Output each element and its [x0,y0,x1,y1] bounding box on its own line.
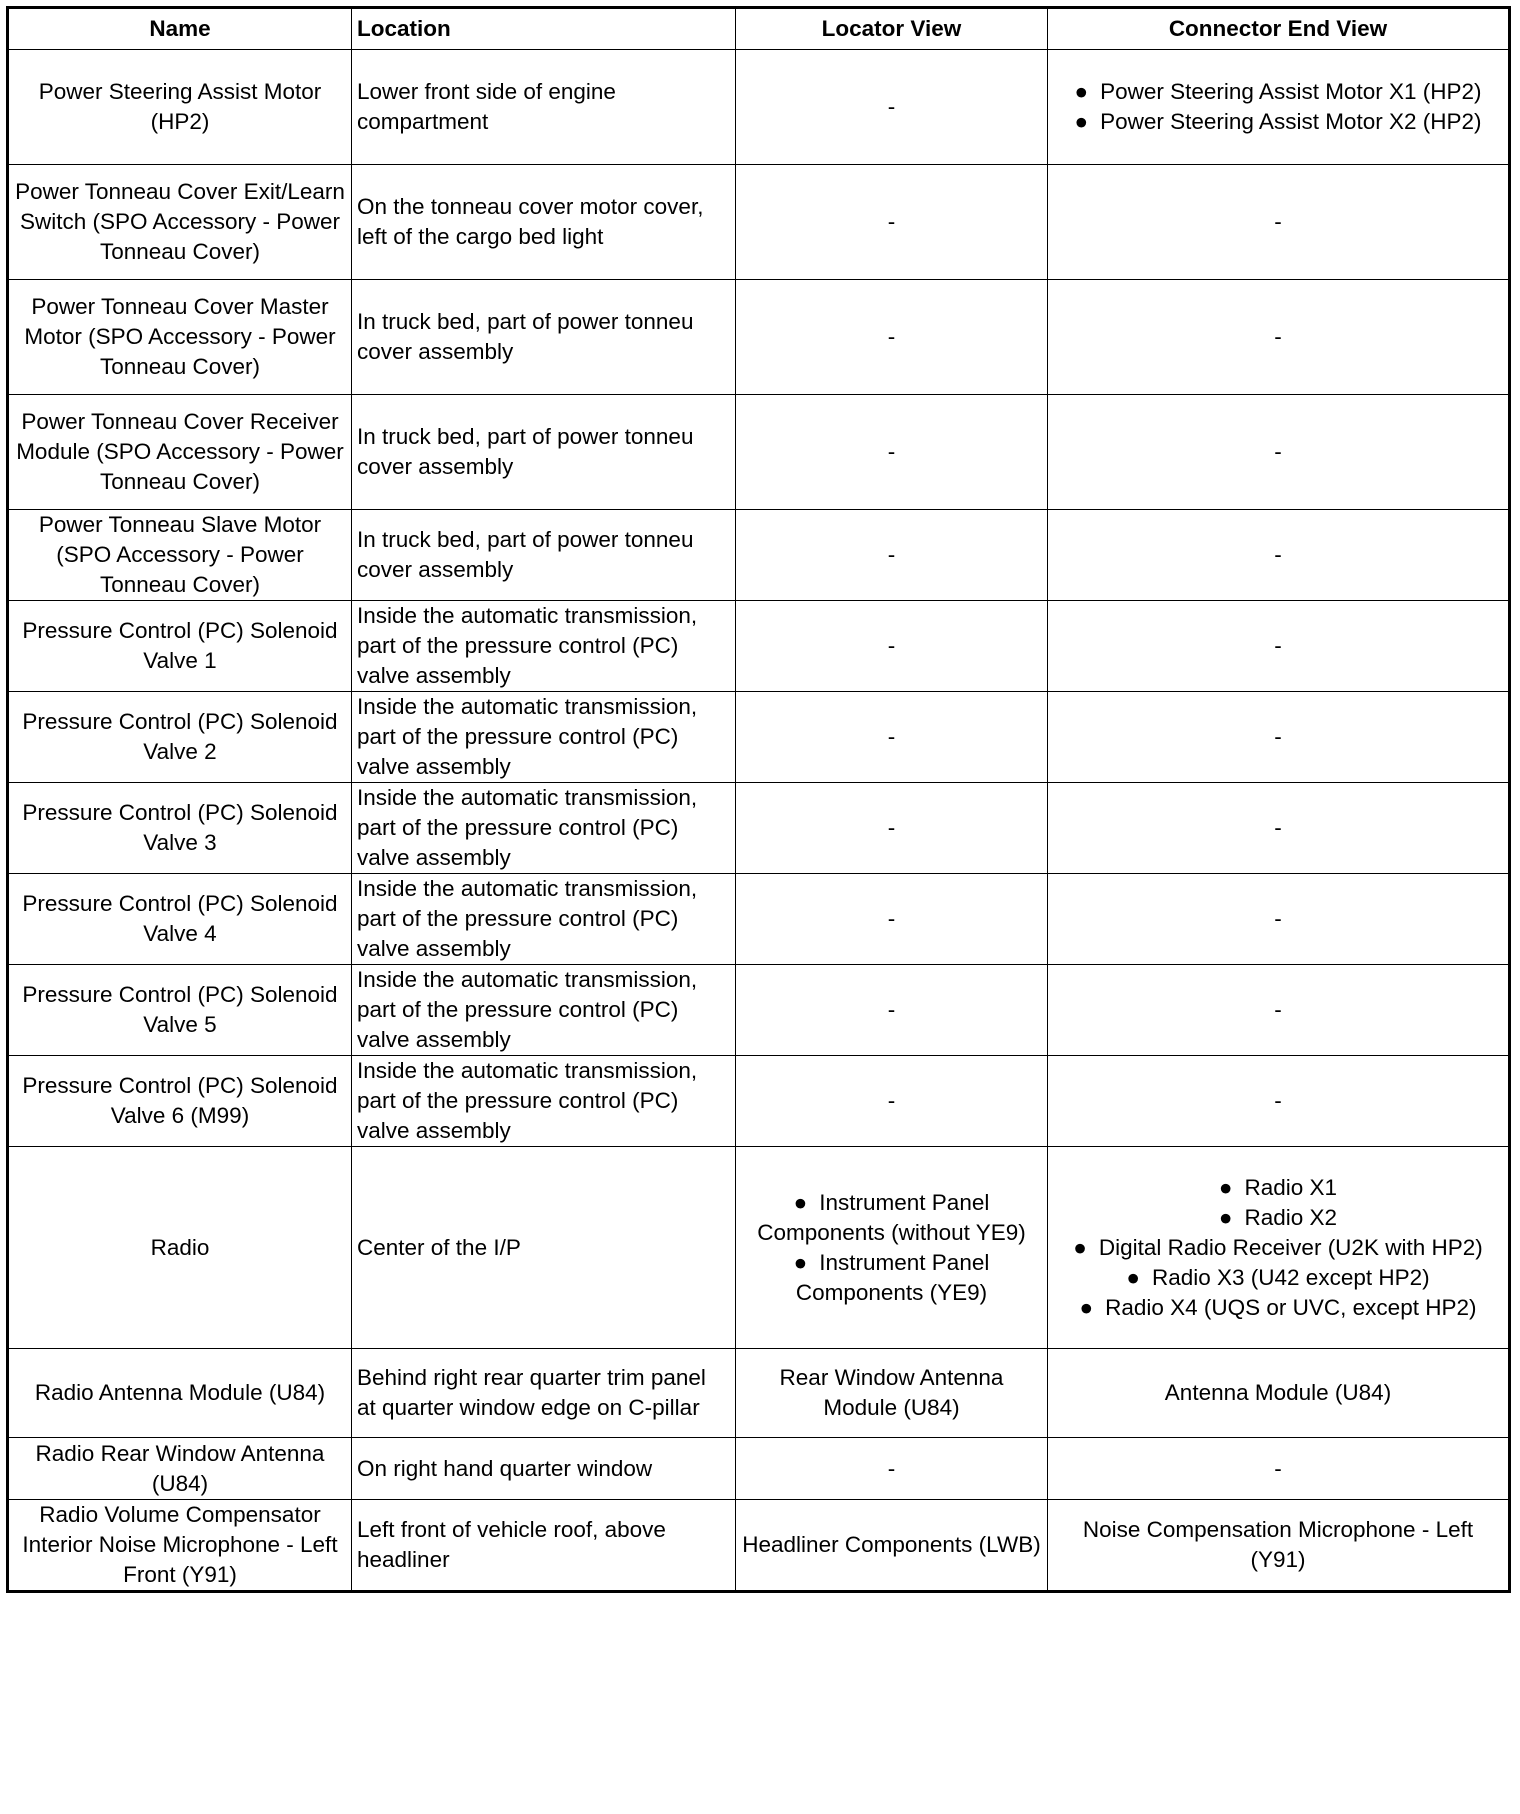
cell-connector: - [1048,601,1510,692]
bullet-list [1053,1173,1503,1323]
bullet-item: ● Radio X2 [1053,1203,1503,1233]
cell-location: Left front of vehicle roof, above headliner [352,1500,736,1592]
cell-locator [736,1147,1048,1349]
cell-connector: - [1048,395,1510,510]
cell-name: Pressure Control (PC) Solenoid Valve 5 [8,965,352,1056]
cell-location: Inside the automatic transmission, part of the pressure control (PC) valve assembly [352,1056,736,1147]
bullet-list [1053,77,1503,137]
header-locator-view: Locator View [736,8,1048,50]
table-row [8,1147,1510,1349]
cell-locator: - [736,395,1048,510]
cell-locator: - [736,280,1048,395]
table-row [8,1438,1510,1500]
cell-locator: - [736,165,1048,280]
cell-connector: Antenna Module (U84) [1048,1349,1510,1438]
cell-locator: - [736,1438,1048,1500]
header-name: Name [8,8,352,50]
cell-location: Inside the automatic transmission, part of the pressure control (PC) valve assembly [352,692,736,783]
table-row [8,1500,1510,1592]
cell-location: Inside the automatic transmission, part of the pressure control (PC) valve assembly [352,601,736,692]
table-header [8,8,1510,50]
cell-locator: - [736,50,1048,165]
cell-location: Center of the I/P [352,1147,736,1349]
cell-name: Radio Volume Compensator Interior Noise Microphone - Left Front (Y91) [8,1500,352,1592]
bullet-item: ● Power Steering Assist Motor X2 (HP2) [1053,107,1503,137]
cell-locator: - [736,510,1048,601]
cell-location: Inside the automatic transmission, part of the pressure control (PC) valve assembly [352,783,736,874]
cell-location: Lower front side of engine compartment [352,50,736,165]
cell-connector: - [1048,510,1510,601]
cell-locator: - [736,783,1048,874]
cell-location: In truck bed, part of power tonneu cover assembly [352,280,736,395]
table-row [8,965,1510,1056]
cell-connector: - [1048,165,1510,280]
bullet-item: ● Radio X1 [1053,1173,1503,1203]
table-row [8,280,1510,395]
table-row [8,1056,1510,1147]
table-row [8,692,1510,783]
table-row [8,395,1510,510]
header-location: Location [352,8,736,50]
header-connector-end-view: Connector End View [1048,8,1510,50]
bullet-item: ● Radio X3 (U42 except HP2) [1053,1263,1503,1293]
table-row [8,874,1510,965]
cell-name: Power Steering Assist Motor (HP2) [8,50,352,165]
cell-name: Power Tonneau Cover Exit/Learn Switch (SPO Accessory - Power Tonneau Cover) [8,165,352,280]
cell-connector: - [1048,692,1510,783]
table-body [8,50,1510,1592]
table-row [8,1349,1510,1438]
cell-location: Inside the automatic transmission, part of the pressure control (PC) valve assembly [352,874,736,965]
cell-name: Radio [8,1147,352,1349]
bullet-item: ● Instrument Panel Components (YE9) [741,1248,1042,1308]
bullet-list [741,1188,1042,1308]
table-row [8,50,1510,165]
bullet-item: ● Radio X4 (UQS or UVC, except HP2) [1053,1293,1503,1323]
cell-name: Pressure Control (PC) Solenoid Valve 1 [8,601,352,692]
cell-connector: - [1048,1056,1510,1147]
cell-location: Behind right rear quarter trim panel at quarter window edge on C-pillar [352,1349,736,1438]
cell-locator: - [736,692,1048,783]
cell-locator: - [736,601,1048,692]
cell-name: Pressure Control (PC) Solenoid Valve 4 [8,874,352,965]
cell-location: On the tonneau cover motor cover, left of the cargo bed light [352,165,736,280]
cell-locator: - [736,965,1048,1056]
cell-locator: Headliner Components (LWB) [736,1500,1048,1592]
cell-connector: - [1048,1438,1510,1500]
cell-connector: - [1048,280,1510,395]
table-row [8,165,1510,280]
cell-locator: - [736,874,1048,965]
cell-name: Pressure Control (PC) Solenoid Valve 6 (M99) [8,1056,352,1147]
cell-name: Radio Antenna Module (U84) [8,1349,352,1438]
table-row [8,783,1510,874]
cell-location: Inside the automatic transmission, part of the pressure control (PC) valve assembly [352,965,736,1056]
table-row [8,510,1510,601]
cell-locator: Rear Window Antenna Module (U84) [736,1349,1048,1438]
header-row [8,8,1510,50]
cell-connector: - [1048,965,1510,1056]
bullet-item: ● Digital Radio Receiver (U2K with HP2) [1053,1233,1503,1263]
table-row [8,601,1510,692]
cell-name: Radio Rear Window Antenna (U84) [8,1438,352,1500]
cell-connector: Noise Compensation Microphone - Left (Y91) [1048,1500,1510,1592]
cell-name: Power Tonneau Slave Motor (SPO Accessory - Power Tonneau Cover) [8,510,352,601]
cell-name: Pressure Control (PC) Solenoid Valve 2 [8,692,352,783]
cell-connector [1048,50,1510,165]
cell-location: In truck bed, part of power tonneu cover assembly [352,510,736,601]
cell-location: On right hand quarter window [352,1438,736,1500]
bullet-item: ● Instrument Panel Components (without YE9) [741,1188,1042,1248]
cell-name: Power Tonneau Cover Master Motor (SPO Accessory - Power Tonneau Cover) [8,280,352,395]
cell-connector: - [1048,874,1510,965]
cell-connector [1048,1147,1510,1349]
cell-location: In truck bed, part of power tonneu cover assembly [352,395,736,510]
cell-name: Power Tonneau Cover Receiver Module (SPO Accessory - Power Tonneau Cover) [8,395,352,510]
cell-name: Pressure Control (PC) Solenoid Valve 3 [8,783,352,874]
component-locator-table [6,6,1511,1593]
bullet-item: ● Power Steering Assist Motor X1 (HP2) [1053,77,1503,107]
cell-locator: - [736,1056,1048,1147]
cell-connector: - [1048,783,1510,874]
